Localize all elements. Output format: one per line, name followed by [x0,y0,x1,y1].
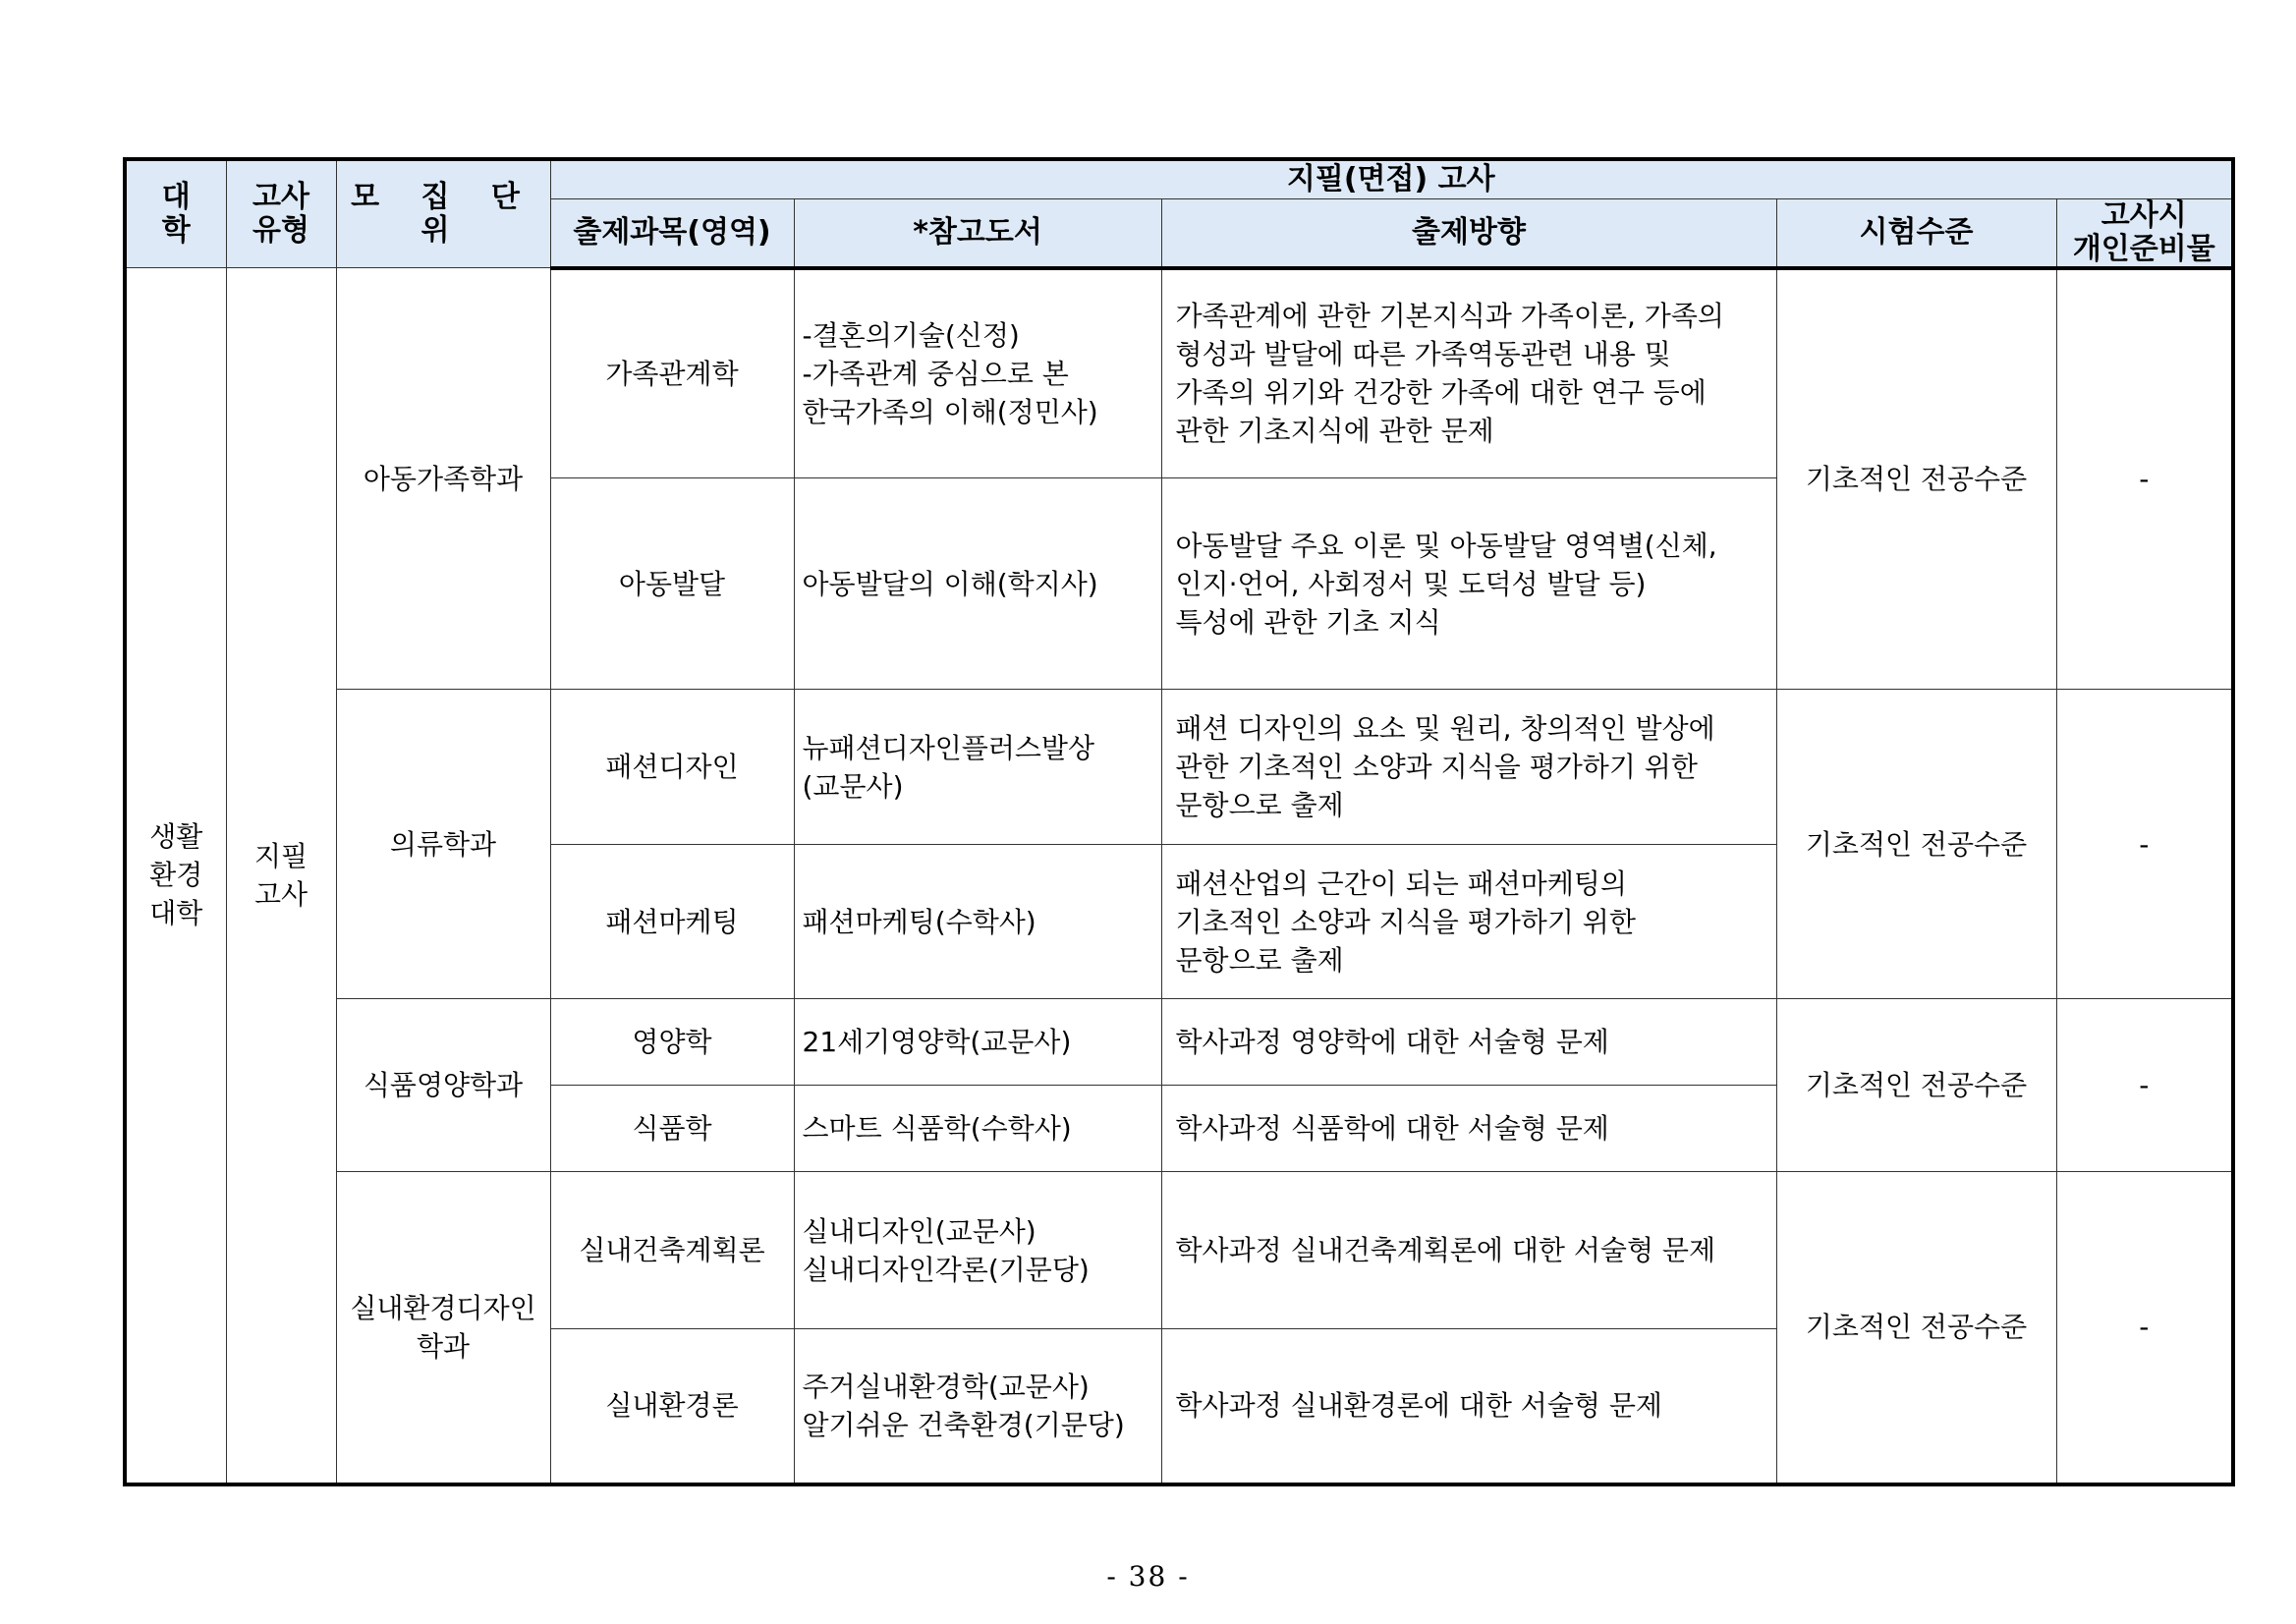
exam-type-cell: 지필 고사 [226,268,336,1484]
exam-guide-table [123,157,2235,1486]
department-name: 의류학과 [336,690,550,999]
subject-cell: 패션디자인 [550,690,794,845]
table-row [125,999,2233,1086]
reference-cell: 스마트 식품학(수학사) [794,1086,1161,1172]
direction-cell: 학사과정 실내건축계획론에 대한 서술형 문제 [1161,1172,1776,1329]
prep-cell: - [2056,1172,2233,1484]
header-college: 대 학 [125,159,226,268]
prep-cell: - [2056,690,2233,999]
prep-cell: - [2056,268,2233,690]
level-cell: 기초적인 전공수준 [1776,999,2056,1172]
table-row [125,268,2233,478]
reference-cell: -결혼의기술(신정) -가족관계 중심으로 본 한국가족의 이해(정민사) [794,268,1161,478]
page-number: - 38 - [1106,1560,1190,1593]
header-prep: 고사시 개인준비물 [2056,198,2233,268]
department-name: 실내환경디자인 학과 [336,1172,550,1484]
subject-cell: 아동발달 [550,478,794,690]
header-exam-type: 고사 유형 [226,159,336,268]
table-row [125,1172,2233,1329]
level-cell: 기초적인 전공수준 [1776,690,2056,999]
header-direction: 출제방향 [1161,198,1776,268]
direction-cell: 아동발달 주요 이론 및 아동발달 영역별(신체, 인지·언어, 사회정서 및 도덕성 발달 등) 특성에 관한 기초 지식 [1161,478,1776,690]
subject-cell: 가족관계학 [550,268,794,478]
direction-cell: 패션산업의 근간이 되는 패션마케팅의 기초적인 소양과 지식을 평가하기 위한 문항으로 출제 [1161,845,1776,999]
subject-cell: 실내건축계획론 [550,1172,794,1329]
header-reference: *참고도서 [794,198,1161,268]
level-cell: 기초적인 전공수준 [1776,268,2056,690]
prep-cell: - [2056,999,2233,1172]
direction-cell: 패션 디자인의 요소 및 원리, 창의적인 발상에 관한 기초적인 소양과 지식을 평가하기 위한 문항으로 출제 [1161,690,1776,845]
direction-cell: 가족관계에 관한 기본지식과 가족이론, 가족의 형성과 발달에 따른 가족역동관련 내용 및 가족의 위기와 건강한 가족에 대한 연구 등에 관한 기초지식에 관한 문제 [1161,268,1776,478]
reference-cell: 패션마케팅(수학사) [794,845,1161,999]
table-row [125,690,2233,845]
department-name: 식품영양학과 [336,999,550,1172]
header-group: 지필(면접) 고사 [550,159,2233,198]
header-unit: 모 집 단 위 [336,159,550,268]
college-cell: 생활 환경 대학 [125,268,226,1484]
direction-cell: 학사과정 식품학에 대한 서술형 문제 [1161,1086,1776,1172]
reference-cell: 실내디자인(교문사) 실내디자인각론(기문당) [794,1172,1161,1329]
subject-cell: 패션마케팅 [550,845,794,999]
subject-cell: 실내환경론 [550,1329,794,1484]
header-level: 시험수준 [1776,198,2056,268]
subject-cell: 식품학 [550,1086,794,1172]
department-name: 아동가족학과 [336,268,550,690]
header-subject: 출제과목(영역) [550,198,794,268]
reference-cell: 뉴패션디자인플러스발상 (교문사) [794,690,1161,845]
direction-cell: 학사과정 영양학에 대한 서술형 문제 [1161,999,1776,1086]
reference-cell: 주거실내환경학(교문사) 알기쉬운 건축환경(기문당) [794,1329,1161,1484]
subject-cell: 영양학 [550,999,794,1086]
direction-cell: 학사과정 실내환경론에 대한 서술형 문제 [1161,1329,1776,1484]
reference-cell: 아동발달의 이해(학지사) [794,478,1161,690]
level-cell: 기초적인 전공수준 [1776,1172,2056,1484]
reference-cell: 21세기영양학(교문사) [794,999,1161,1086]
